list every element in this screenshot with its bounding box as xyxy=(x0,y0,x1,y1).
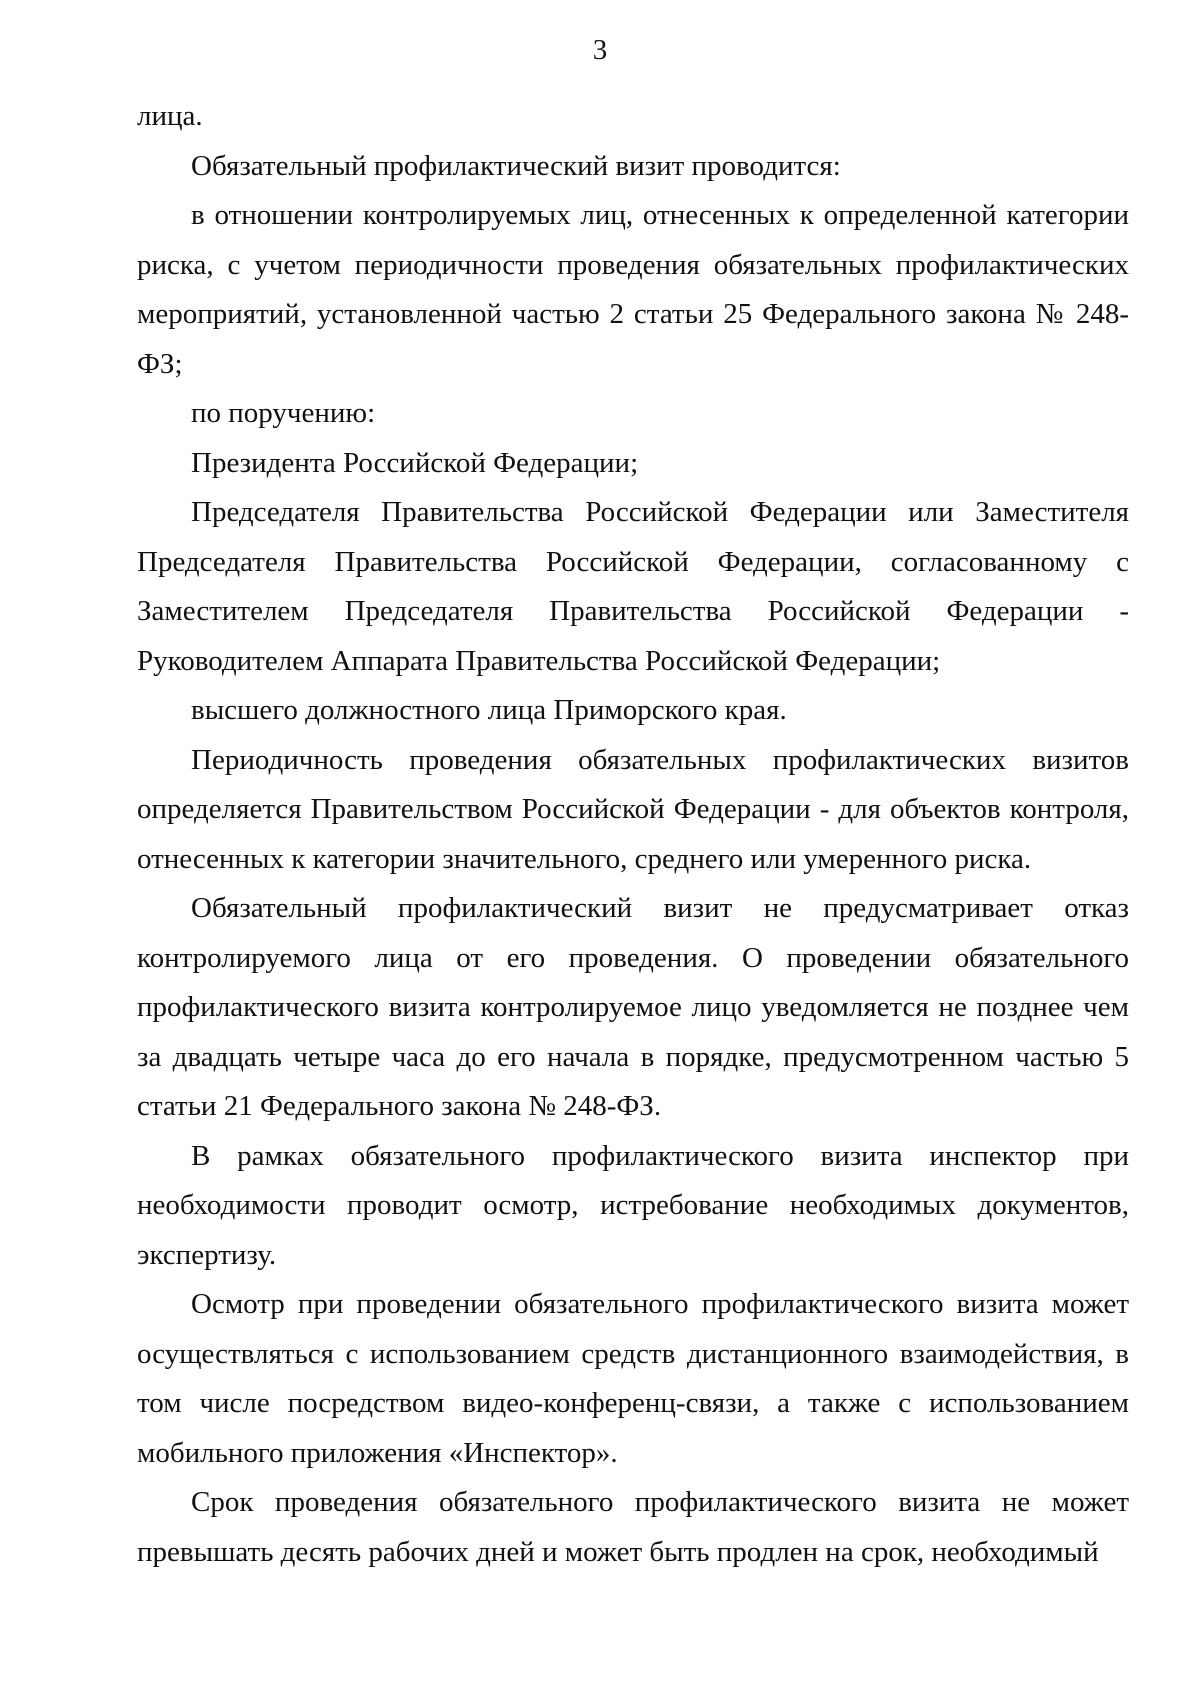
paragraph-president: Президента Российской Федерации; xyxy=(191,446,639,479)
paragraph-inspector-actions: В рамках обязательного профилактического визита инспектор при необходимости проводит осмотр, истребование необходимых документов, экспертизу. xyxy=(137,1139,1129,1271)
paragraph-visit-conducted: Обязательный профилактический визит проводится: xyxy=(191,149,841,182)
paragraph-continuation: лица. xyxy=(137,100,203,132)
paragraph-remote-inspection: Осмотр при проведении обязательного профилактического визита может осуществляться с использованием средств дистанционного взаимодействия, в том числе посредством видео-конференц-связи, а также с использованием мобильного приложения «Инспектор». xyxy=(137,1288,1129,1469)
paragraph-duration: Срок проведения обязательного профилактического визита не может превышать десять рабочих дней и может быть продлен на срок, необходимый xyxy=(137,1486,1129,1568)
paragraph-periodicity: Периодичность проведения обязательных профилактических визитов определяется Правительством Российской Федерации - для объектов контроля, отнесенных к категории значительного, среднего или умеренного риска. xyxy=(137,743,1129,875)
paragraph-primorsky-official: высшего должностного лица Приморского края. xyxy=(191,694,787,726)
paragraph-risk-category: в отношении контролируемых лиц, отнесенных к определенной категории риска, с учетом периодичности проведения обязательных профилактических мероприятий, установленной частью 2 статьи 25 Федерального закона № 248-ФЗ; xyxy=(137,199,1129,380)
page-number: 3 xyxy=(592,34,608,66)
document-body xyxy=(137,92,1129,1577)
paragraph-by-order: по поручению: xyxy=(191,397,376,429)
paragraph-government-chair: Председателя Правительства Российской Федерации или Заместителя Председателя Правительства Российской Федерации, согласованному с Заместителем Председателя Правительства Российской Федерации - Руководителем Аппарата Правительства Российской Федерации; xyxy=(137,496,1129,677)
paragraph-no-refusal: Обязательный профилактический визит не предусматривает отказ контролируемого лица от его проведения. О проведении обязательного профилактического визита контролируемое лицо уведомляется не позднее чем за двадцать четыре часа до его начала в порядке, предусмотренном частью 5 статьи 21 Федерального закона № 248-ФЗ. xyxy=(137,892,1129,1122)
